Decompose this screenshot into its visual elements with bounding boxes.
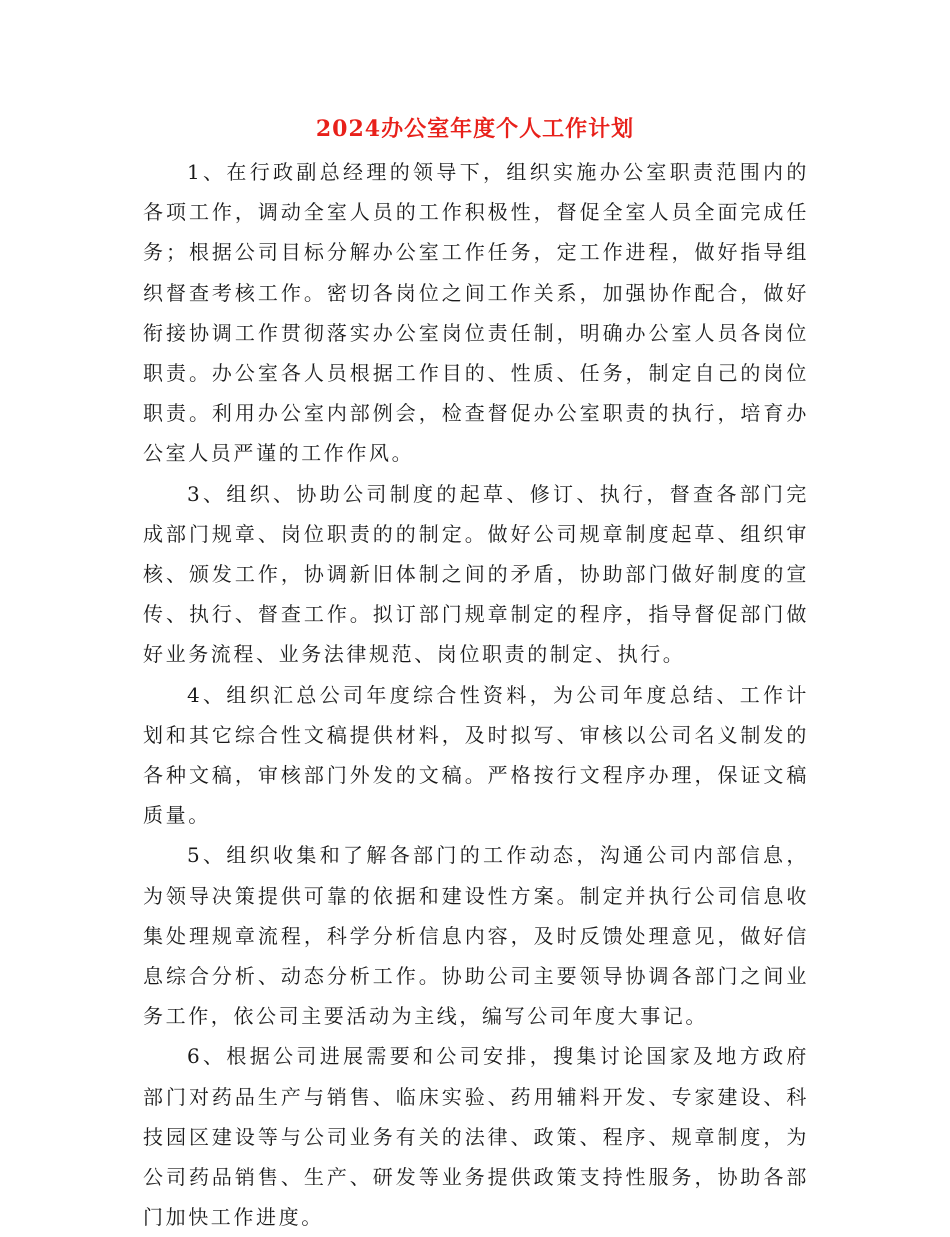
document-title: 2024办公室年度个人工作计划: [315, 116, 635, 142]
document-body: [143, 152, 809, 1237]
paragraph-item-1: 1、在行政副总经理的领导下，组织实施办公室职责范围内的各项工作，调动全室人员的工作积极性，督促全室人员全面完成任务；根据公司目标分解办公室工作任务，定工作进程，做好指导组织督查考核工作。密切各岗位之间工作关系，加强协作配合，做好衔接协调工作贯彻落实办公室岗位责任制，明确办公室人员各岗位职责。办公室各人员根据工作目的、性质、任务，制定自己的岗位职责。利用办公室内部例会，检查督促办公室职责的执行，培育办公室人员严谨的工作作风。: [143, 160, 809, 466]
paragraph-item-5: 5、组织收集和了解各部门的工作动态，沟通公司内部信息，为领导决策提供可靠的依据和建设性方案。制定并执行公司信息收集处理规章流程，科学分析信息内容，及时反馈处理意见，做好信息综合分析、动态分析工作。协助公司主要领导协调各部门之间业务工作，依公司主要活动为主线，编写公司年度大事记。: [143, 843, 809, 1029]
paragraph-item-6: 6、根据公司进展需要和公司安排，搜集讨论国家及地方政府部门对药品生产与销售、临床实验、药用辅料开发、专家建设、科技园区建设等与公司业务有关的法律、政策、程序、规章制度，为公司药品销售、生产、研发等业务提供政策支持性服务，协助各部门加快工作进度。: [143, 1044, 809, 1230]
paragraph-item-4: 4、组织汇总公司年度综合性资料，为公司年度总结、工作计划和其它综合性文稿提供材料，及时拟写、审核以公司名义制发的各种文稿，审核部门外发的文稿。严格按行文程序办理，保证文稿质量。: [143, 682, 809, 828]
paragraph-item-3: 3、组织、协助公司制度的起草、修订、执行，督查各部门完成部门规章、岗位职责的的制定。做好公司规章制度起草、组织审核、颁发工作，协调新旧体制之间的矛盾，协助部门做好制度的宣传、执行、督查工作。拟订部门规章制定的程序，指导督促部门做好业务流程、业务法律规范、岗位职责的制定、执行。: [143, 481, 809, 667]
